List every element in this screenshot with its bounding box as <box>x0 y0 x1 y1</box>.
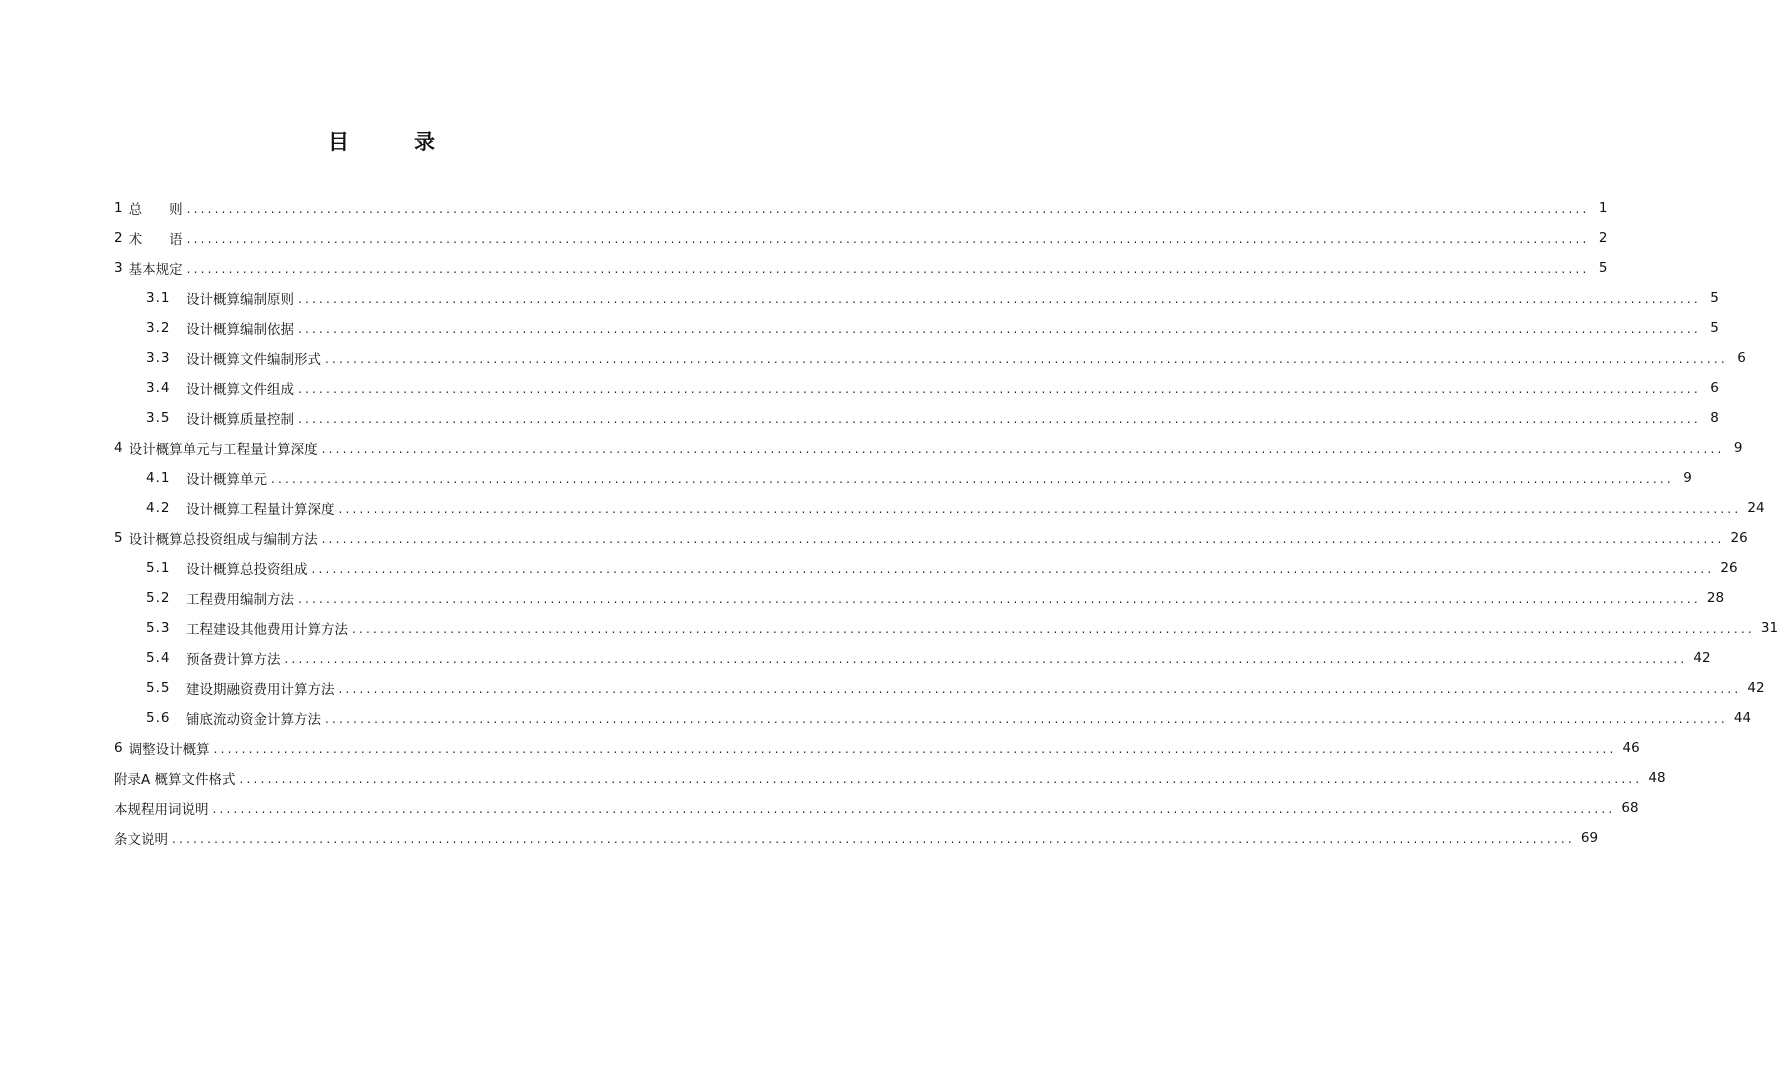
toc-entry[interactable] <box>146 285 1719 311</box>
page-title: 目 录 <box>328 130 457 154</box>
dot-leader: ........................................................................................................................................................................................................ <box>298 382 1701 396</box>
toc-entry-number: 5 <box>114 530 123 546</box>
toc-entry-number: 6 <box>114 740 123 756</box>
toc-entry[interactable] <box>114 765 1666 791</box>
toc-entry-page: 5 <box>1710 290 1719 306</box>
toc-entry-page: 8 <box>1710 410 1719 426</box>
toc-entry-page: 31 <box>1760 620 1778 636</box>
dot-leader: ........................................................................................................................................................................................................ <box>186 232 1590 246</box>
toc-entry-number: 4.1 <box>146 470 171 486</box>
toc-entry-number: 5.1 <box>146 560 171 576</box>
dot-leader: ........................................................................................................................................................................................................ <box>311 562 1715 576</box>
dot-leader: ........................................................................................................................................................................................................ <box>338 502 1742 516</box>
toc-entry-page: 68 <box>1621 800 1639 816</box>
dot-leader: ........................................................................................................................................................................................................ <box>298 412 1701 426</box>
toc-entry-number: 3.4 <box>146 380 171 396</box>
toc-entry-label: 条文说明 <box>114 832 168 848</box>
toc-entry-number: 3 <box>114 260 123 276</box>
toc-entry[interactable] <box>114 525 1748 551</box>
toc-entry-label: 铺底流动资金计算方法 <box>186 712 321 728</box>
dot-leader: ........................................................................................................................................................................................................ <box>352 622 1755 636</box>
dot-leader: ........................................................................................................................................................................................................ <box>298 322 1701 336</box>
dot-leader: ........................................................................................................................................................................................................ <box>321 442 1725 456</box>
toc-entry-label: 工程费用编制方法 <box>186 592 294 608</box>
dot-leader: ........................................................................................................................................................................................................ <box>172 832 1575 846</box>
toc-entry[interactable] <box>146 675 1765 701</box>
toc-entry[interactable] <box>146 345 1746 371</box>
toc-entry-page: 26 <box>1720 560 1738 576</box>
toc-entry[interactable] <box>146 405 1719 431</box>
toc-entry[interactable] <box>146 645 1711 671</box>
toc-entry[interactable] <box>146 495 1765 521</box>
dot-leader: ........................................................................................................................................................................................................ <box>338 682 1742 696</box>
toc-entry-label: 设计概算文件组成 <box>186 382 294 398</box>
toc-entry-number: 1 <box>114 200 123 216</box>
toc-entry[interactable] <box>146 585 1725 611</box>
toc-entry-label: 预备费计算方法 <box>186 652 281 668</box>
toc-entry-page: 28 <box>1706 590 1725 606</box>
dot-leader: ........................................................................................................................................................................................................ <box>298 592 1701 606</box>
toc-entry-label: 设计概算总投资组成与编制方法 <box>128 532 318 548</box>
toc-entry-page: 5 <box>1710 320 1719 336</box>
toc-entry-number: 5.3 <box>146 620 171 636</box>
toc-entry-page: 42 <box>1747 680 1765 696</box>
toc-entry-page: 1 <box>1598 200 1608 216</box>
toc-entry[interactable] <box>146 615 1778 641</box>
toc-entry-page: 24 <box>1747 500 1765 516</box>
toc-entry-label: 设计概算单元与工程量计算深度 <box>128 442 318 458</box>
toc-entry-page: 26 <box>1730 530 1748 546</box>
toc-entry-number: 5.5 <box>146 680 171 696</box>
toc-entry[interactable] <box>146 465 1692 491</box>
toc-entry-page: 46 <box>1622 740 1640 756</box>
toc-entry-label: 术 语 <box>128 232 183 248</box>
dot-leader: ........................................................................................................................................................................................................ <box>186 262 1590 276</box>
toc-entry-label: 调整设计概算 <box>128 742 210 758</box>
dot-leader: ........................................................................................................................................................................................................ <box>213 742 1617 756</box>
toc-entry-label: 设计概算编制依据 <box>186 322 294 338</box>
toc-entry-number: 5.4 <box>146 650 171 666</box>
toc-entry-number: 5.6 <box>146 710 171 726</box>
toc-entry-label: 总 则 <box>128 202 183 218</box>
toc-entry-page: 48 <box>1648 770 1666 786</box>
toc-entry-label: 设计概算单元 <box>186 472 267 488</box>
toc-entry-page: 9 <box>1733 440 1743 456</box>
toc-entry-label: 工程建设其他费用计算方法 <box>186 622 348 638</box>
dot-leader: ........................................................................................................................................................................................................ <box>284 652 1688 666</box>
dot-leader: ........................................................................................................................................................................................................ <box>325 712 1728 726</box>
toc-entry[interactable] <box>146 555 1738 581</box>
toc-entry-number: 3.5 <box>146 410 171 426</box>
toc-entry-label: 设计概算总投资组成 <box>186 562 308 578</box>
toc-entry[interactable] <box>114 195 1608 221</box>
toc-entry[interactable] <box>114 225 1608 251</box>
toc-entry-label: 设计概算工程量计算深度 <box>186 502 335 518</box>
toc-entry[interactable] <box>114 255 1608 281</box>
toc-entry-label: 设计概算编制原则 <box>186 292 294 308</box>
toc-entry[interactable] <box>146 705 1752 731</box>
toc-entry-page: 44 <box>1733 710 1752 726</box>
dot-leader: ........................................................................................................................................................................................................ <box>298 292 1701 306</box>
toc-entry-page: 2 <box>1598 230 1608 246</box>
toc-entry-number: 3.1 <box>146 290 171 306</box>
toc-entry[interactable] <box>146 315 1719 341</box>
dot-leader: ........................................................................................................................................................................................................ <box>321 532 1725 546</box>
toc-entry-label: 基本规定 <box>128 262 183 278</box>
toc-entry[interactable] <box>114 435 1743 461</box>
toc-entry[interactable] <box>114 795 1639 821</box>
dot-leader: ........................................................................................................................................................................................................ <box>325 352 1728 366</box>
toc-entry-page: 5 <box>1598 260 1608 276</box>
toc-entry-page: 6 <box>1710 380 1719 396</box>
toc-entry-number: 3.2 <box>146 320 171 336</box>
toc-entry-number: 2 <box>114 230 123 246</box>
toc-entry-label: 建设期融资费用计算方法 <box>186 682 335 698</box>
toc-entry-label: 设计概算文件编制形式 <box>186 352 321 368</box>
toc-entry[interactable] <box>146 375 1719 401</box>
toc-entry-number: 4 <box>114 440 123 456</box>
toc-entry-page: 9 <box>1683 470 1692 486</box>
toc-entry-page: 6 <box>1737 350 1746 366</box>
toc-entry-label: 本规程用词说明 <box>114 802 209 818</box>
toc-entry-number: 5.2 <box>146 590 171 606</box>
dot-leader: ........................................................................................................................................................................................................ <box>271 472 1674 486</box>
toc-entry-number: 4.2 <box>146 500 171 516</box>
toc-entry[interactable] <box>114 735 1640 761</box>
dot-leader: ........................................................................................................................................................................................................ <box>186 202 1590 216</box>
toc-entry-number: 3.3 <box>146 350 171 366</box>
dot-leader: ........................................................................................................................................................................................................ <box>239 772 1643 786</box>
toc-entry-page: 69 <box>1580 830 1599 846</box>
toc-entry-label: 设计概算质量控制 <box>186 412 294 428</box>
dot-leader: ........................................................................................................................................................................................................ <box>212 802 1616 816</box>
toc-entry-label: 附录A 概算文件格式 <box>114 772 236 788</box>
toc-entry[interactable] <box>114 825 1599 851</box>
toc-entry-page: 42 <box>1693 650 1711 666</box>
